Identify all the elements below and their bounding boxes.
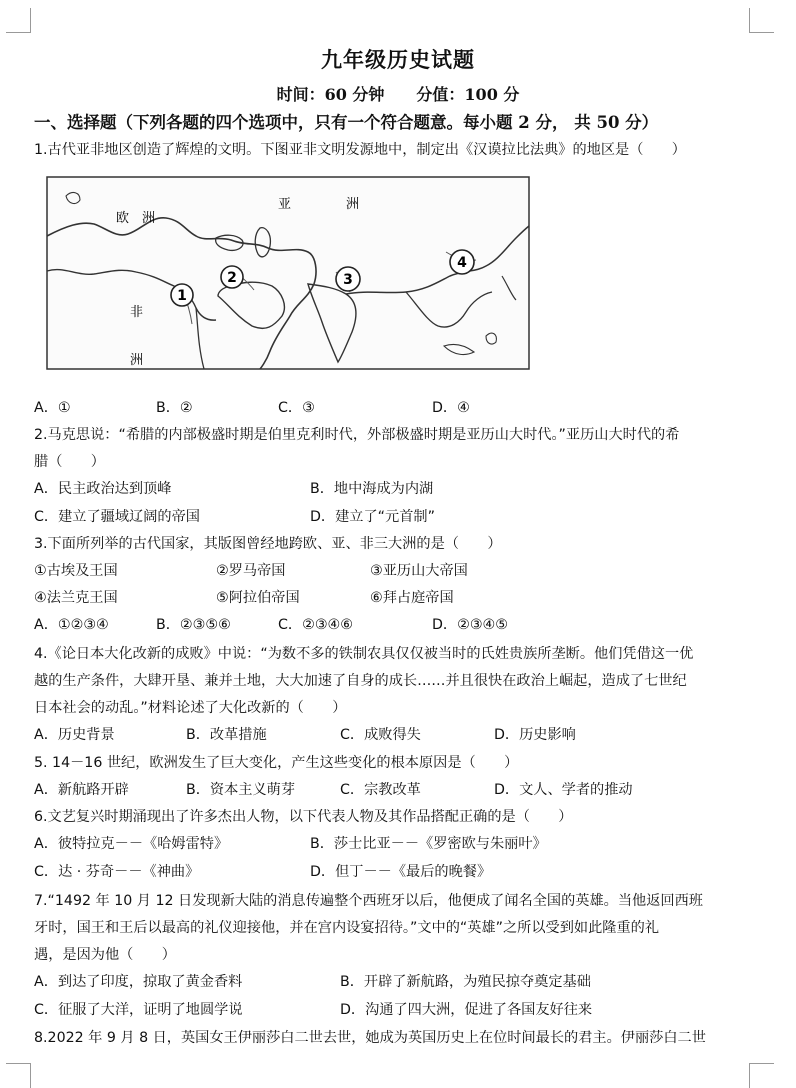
question-2-stem-line-1: 2.马克思说：“希腊的内部极盛时期是伯里克利时代，外部极盛时期是亚历山大时代。”亚历山大时代的希 (34, 427, 680, 443)
map-label-africa-1: 非 (130, 305, 144, 320)
q1-option-b[interactable]: B．② (156, 400, 193, 416)
q3-item-5: ⑤阿拉伯帝国 (216, 590, 300, 606)
q6-option-c[interactable]: C．达 · 芬奇－－《神曲》 (34, 864, 200, 880)
q2-option-a[interactable]: A．民主政治达到顶峰 (34, 481, 172, 497)
q3-item-1: ①古埃及王国 (34, 563, 118, 579)
page-title: 九年级历史试题 (321, 47, 475, 72)
q3-item-3: ③亚历山大帝国 (370, 563, 468, 579)
svg-text:2: 2 (227, 270, 237, 286)
question-6-stem: 6.文艺复兴时期涌现出了许多杰出人物，以下代表人物及其作品搭配正确的是（ ） (34, 809, 573, 825)
map-label-europe: 欧 洲 (116, 211, 156, 226)
map-marker-2 (221, 266, 243, 288)
q6-option-a[interactable]: A．彼特拉克－－《哈姆雷特》 (34, 836, 229, 852)
q7-option-c[interactable]: C．征服了大洋，证明了地圆学说 (34, 1002, 243, 1018)
question-7-stem-line-1: 7.“1492 年 10 月 12 日发现新大陆的消息传遍整个西班牙以后，他便成了闻名全国的英雄。当他返回西班 (34, 893, 703, 909)
map-label-asia-1: 亚 (278, 197, 292, 212)
q3-item-4: ④法兰克王国 (34, 590, 118, 606)
crop-mark-top-right (749, 8, 774, 33)
q3-option-c[interactable]: C．②③④⑥ (278, 617, 353, 633)
q4-option-c[interactable]: C．成败得失 (340, 727, 421, 743)
q4-option-d[interactable]: D．历史影响 (494, 727, 576, 743)
question-8-stem-line-1: 8.2022 年 9 月 8 日，英国女王伊丽莎白二世去世，她成为英国历史上在位时间最长的君主。伊丽莎白二世 (34, 1030, 706, 1046)
q1-option-a[interactable]: A．① (34, 400, 71, 416)
q5-option-a[interactable]: A．新航路开辟 (34, 782, 129, 798)
q4-option-b[interactable]: B．改革措施 (186, 727, 267, 743)
q2-option-b[interactable]: B．地中海成为内湖 (310, 481, 434, 497)
crop-mark-bottom-right (749, 1063, 774, 1088)
question-4-stem-line-2: 越的生产条件，大肆开垦、兼并土地，大大加速了自身的成长……并且很快在政治上崛起，造成了七世纪 (34, 673, 687, 689)
q7-option-d[interactable]: D．沟通了四大洲，促进了各国友好往来 (340, 1002, 593, 1018)
q2-option-d[interactable]: D．建立了“元首制” (310, 509, 435, 525)
crop-mark-top-left (6, 8, 31, 33)
q6-option-b[interactable]: B．莎士比亚－－《罗密欧与朱丽叶》 (310, 836, 547, 852)
exam-score: 分值：100 分 (416, 85, 520, 104)
q2-option-c[interactable]: C．建立了疆域辽阔的帝国 (34, 509, 200, 525)
q1-option-d[interactable]: D．④ (432, 400, 470, 416)
q7-option-b[interactable]: B．开辟了新航路，为殖民掠夺奠定基础 (340, 974, 591, 990)
map-label-asia-2: 洲 (346, 197, 360, 212)
q3-option-d[interactable]: D．②③④⑤ (432, 617, 508, 633)
exam-time: 时间：60 分钟 (276, 85, 385, 104)
q5-option-d[interactable]: D．文人、学者的推动 (494, 782, 633, 798)
civilization-map (46, 176, 530, 370)
q4-option-a[interactable]: A．历史背景 (34, 727, 115, 743)
question-5-stem: 5. 14－16 世纪，欧洲发生了巨大变化，产生这些变化的根本原因是（ ） (34, 755, 519, 771)
q1-option-c[interactable]: C．③ (278, 400, 315, 416)
map-marker-4 (450, 250, 474, 274)
map-marker-1 (171, 284, 193, 306)
q5-option-b[interactable]: B．资本主义萌芽 (186, 782, 296, 798)
crop-mark-bottom-left (6, 1063, 31, 1088)
q3-item-2: ②罗马帝国 (216, 563, 286, 579)
map-label-africa-2: 洲 (130, 353, 144, 368)
svg-text:3: 3 (343, 272, 353, 288)
question-7-stem-line-2: 牙时，国王和王后以最高的礼仪迎接他，并在宫内设宴招待。”文中的“英雄”之所以受到如此隆重的礼 (34, 920, 660, 936)
question-7-stem-line-3: 遇，是因为他（ ） (34, 947, 176, 963)
map-marker-3 (336, 267, 360, 291)
question-4-stem-line-1: 4.《论日本大化改新的成败》中说：“为数不多的铁制农具仅仅被当时的氏姓贵族所垄断。他们凭借这一优 (34, 646, 694, 662)
question-1-stem: 1.古代亚非地区创造了辉煌的文明。下图亚非文明发源地中，制定出《汉谟拉比法典》的地区是（ ） (34, 142, 686, 158)
svg-text:4: 4 (457, 255, 467, 271)
q3-option-a[interactable]: A．①②③④ (34, 617, 109, 633)
q6-option-d[interactable]: D．但丁－－《最后的晚餐》 (310, 864, 492, 880)
svg-text:1: 1 (177, 288, 187, 304)
q5-option-c[interactable]: C．宗教改革 (340, 782, 421, 798)
q3-item-6: ⑥拜占庭帝国 (370, 590, 454, 606)
question-4-stem-line-3: 日本社会的动乱。”材料论述了大化改新的（ ） (34, 700, 347, 716)
q7-option-a[interactable]: A．到达了印度，掠取了黄金香料 (34, 974, 243, 990)
q3-option-b[interactable]: B．②③⑤⑥ (156, 617, 231, 633)
question-2-stem-line-2: 腊（ ） (34, 454, 105, 470)
exam-meta (0, 82, 796, 105)
section-heading: 一、选择题（下列各题的四个选项中，只有一个符合题意。每小题 2 分， 共 50 分） (34, 113, 659, 132)
question-3-stem: 3.下面所列举的古代国家，其版图曾经地跨欧、亚、非三大洲的是（ ） (34, 536, 502, 552)
